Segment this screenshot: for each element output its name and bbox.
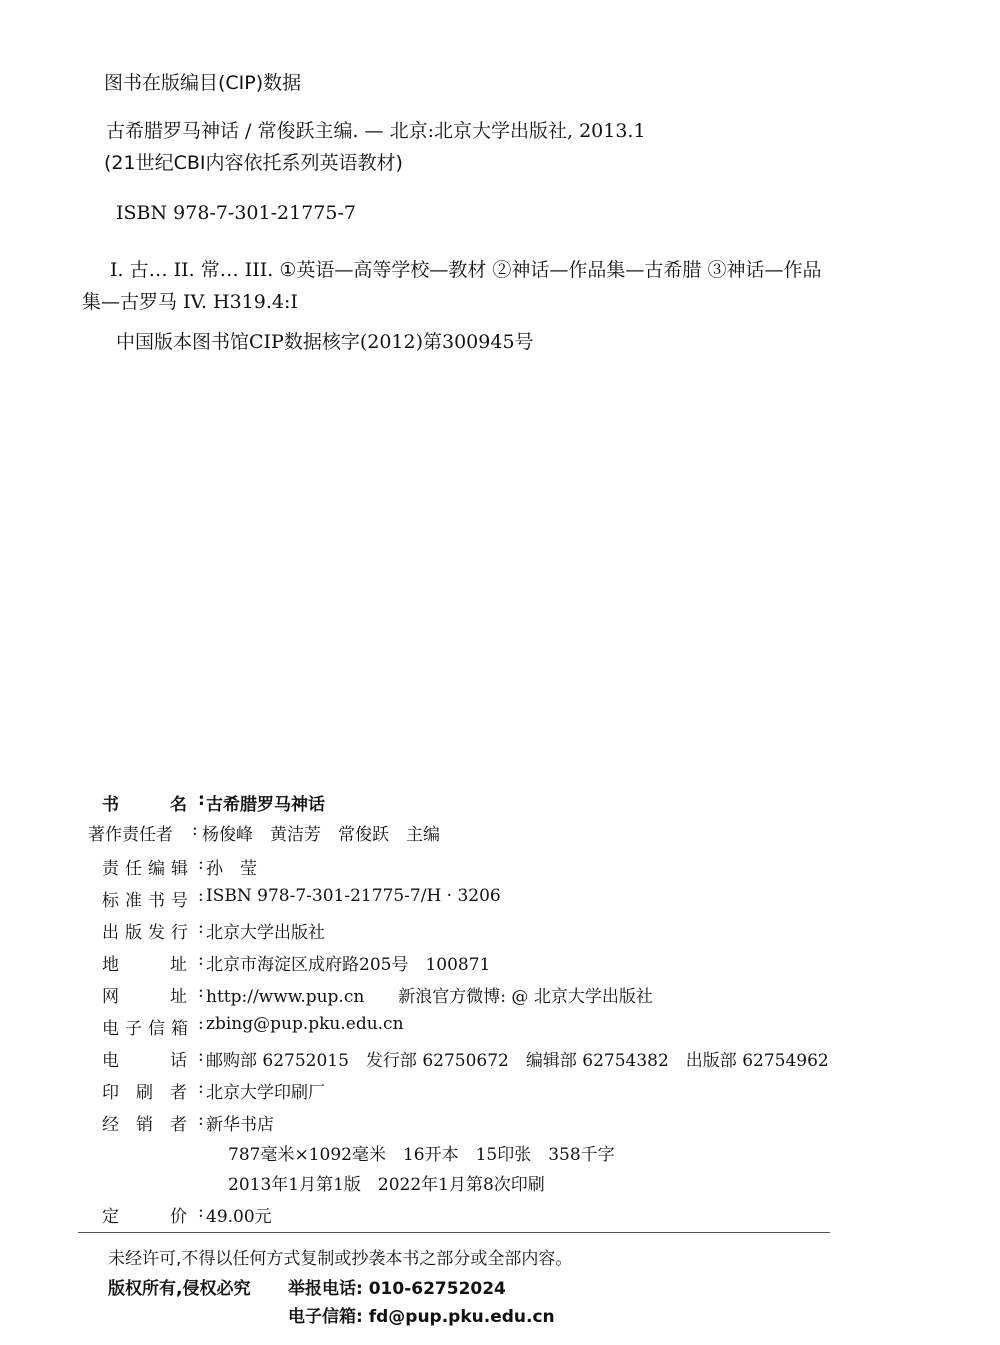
email-colon: : (198, 1014, 204, 1034)
isbn-value: ISBN 978-7-301-21775-7/H · 3206 (206, 886, 501, 906)
isbn-colon: : (198, 886, 204, 906)
copyright-notice: 未经许可,不得以任何方式复制或抄袭本书之部分或全部内容。 (108, 1249, 573, 1269)
cip-classification-line-1: I. 古… II. 常… III. ①英语—高等学校—教材 ②神话—作品集—古希腊 ③神话—作品 (110, 259, 822, 281)
rights-reserved: 版权所有,侵权必究 (108, 1279, 251, 1299)
distributor-colon: : (198, 1110, 204, 1130)
publisher-label: 出版发行 (102, 923, 194, 943)
footer-divider (78, 1232, 830, 1233)
website-colon: : (198, 982, 204, 1002)
email-value: zbing@pup.pku.edu.cn (206, 1014, 404, 1034)
editor-colon: : (198, 854, 204, 874)
website-value: http://www.pup.cn 新浪官方微博: @ 北京大学出版社 (206, 987, 653, 1007)
distributor-value: 新华书店 (206, 1115, 274, 1135)
editor-label: 责任编辑 (102, 859, 194, 879)
printer-value: 北京大学印刷厂 (206, 1083, 325, 1103)
address-value: 北京市海淀区成府路205号 100871 (206, 955, 491, 975)
email-label: 电子信箱 (102, 1019, 194, 1039)
cip-isbn: ISBN 978-7-301-21775-7 (116, 202, 356, 224)
printer-label: 印 刷 者 (102, 1083, 187, 1103)
authors-label: 著作责任者 (88, 825, 173, 845)
report-phone: 举报电话: 010-62752024 (288, 1279, 506, 1299)
isbn-label: 标准书号 (102, 891, 194, 911)
format-line: 787毫米×1092毫米 16开本 15印张 358千字 (228, 1145, 615, 1165)
price-label: 定 价 (102, 1207, 187, 1227)
cip-record-number: 中国版本图书馆CIP数据核字(2012)第300945号 (116, 331, 534, 353)
cip-series-line: (21世纪CBI内容依托系列英语教材) (104, 152, 403, 174)
phone-label: 电 话 (102, 1051, 187, 1071)
publisher-colon: : (198, 918, 204, 938)
title-value: 古希腊罗马神话 (206, 795, 325, 815)
address-colon: : (198, 950, 204, 970)
address-label: 地 址 (102, 955, 187, 975)
website-label: 网 址 (102, 987, 187, 1007)
printer-colon: : (198, 1078, 204, 1098)
price-colon: : (198, 1202, 204, 1222)
price-value: 49.00元 (206, 1207, 272, 1227)
cip-classification-line-2: 集—古罗马 IV. H319.4:I (82, 291, 298, 313)
report-email: 电子信箱: fd@pup.pku.edu.cn (288, 1307, 555, 1327)
editor-value: 孙 莹 (206, 859, 257, 879)
title-label: 书 名 (102, 795, 187, 815)
distributor-label: 经 销 者 (102, 1115, 187, 1135)
cip-bibliographic-line: 古希腊罗马神话 / 常俊跃主编. — 北京:北京大学出版社, 2013.1 (106, 120, 646, 142)
cip-heading: 图书在版编目(CIP)数据 (104, 72, 302, 94)
authors-value: 杨俊峰 黄洁芳 常俊跃 主编 (202, 825, 440, 845)
phone-value: 邮购部 62752015 发行部 62750672 编辑部 62754382 出版部 62754962 (206, 1051, 829, 1071)
edition-line: 2013年1月第1版 2022年1月第8次印刷 (228, 1175, 545, 1195)
phone-colon: : (198, 1046, 204, 1066)
publisher-value: 北京大学出版社 (206, 923, 325, 943)
title-value-colon: : (198, 790, 205, 810)
authors-colon: : (192, 820, 198, 840)
